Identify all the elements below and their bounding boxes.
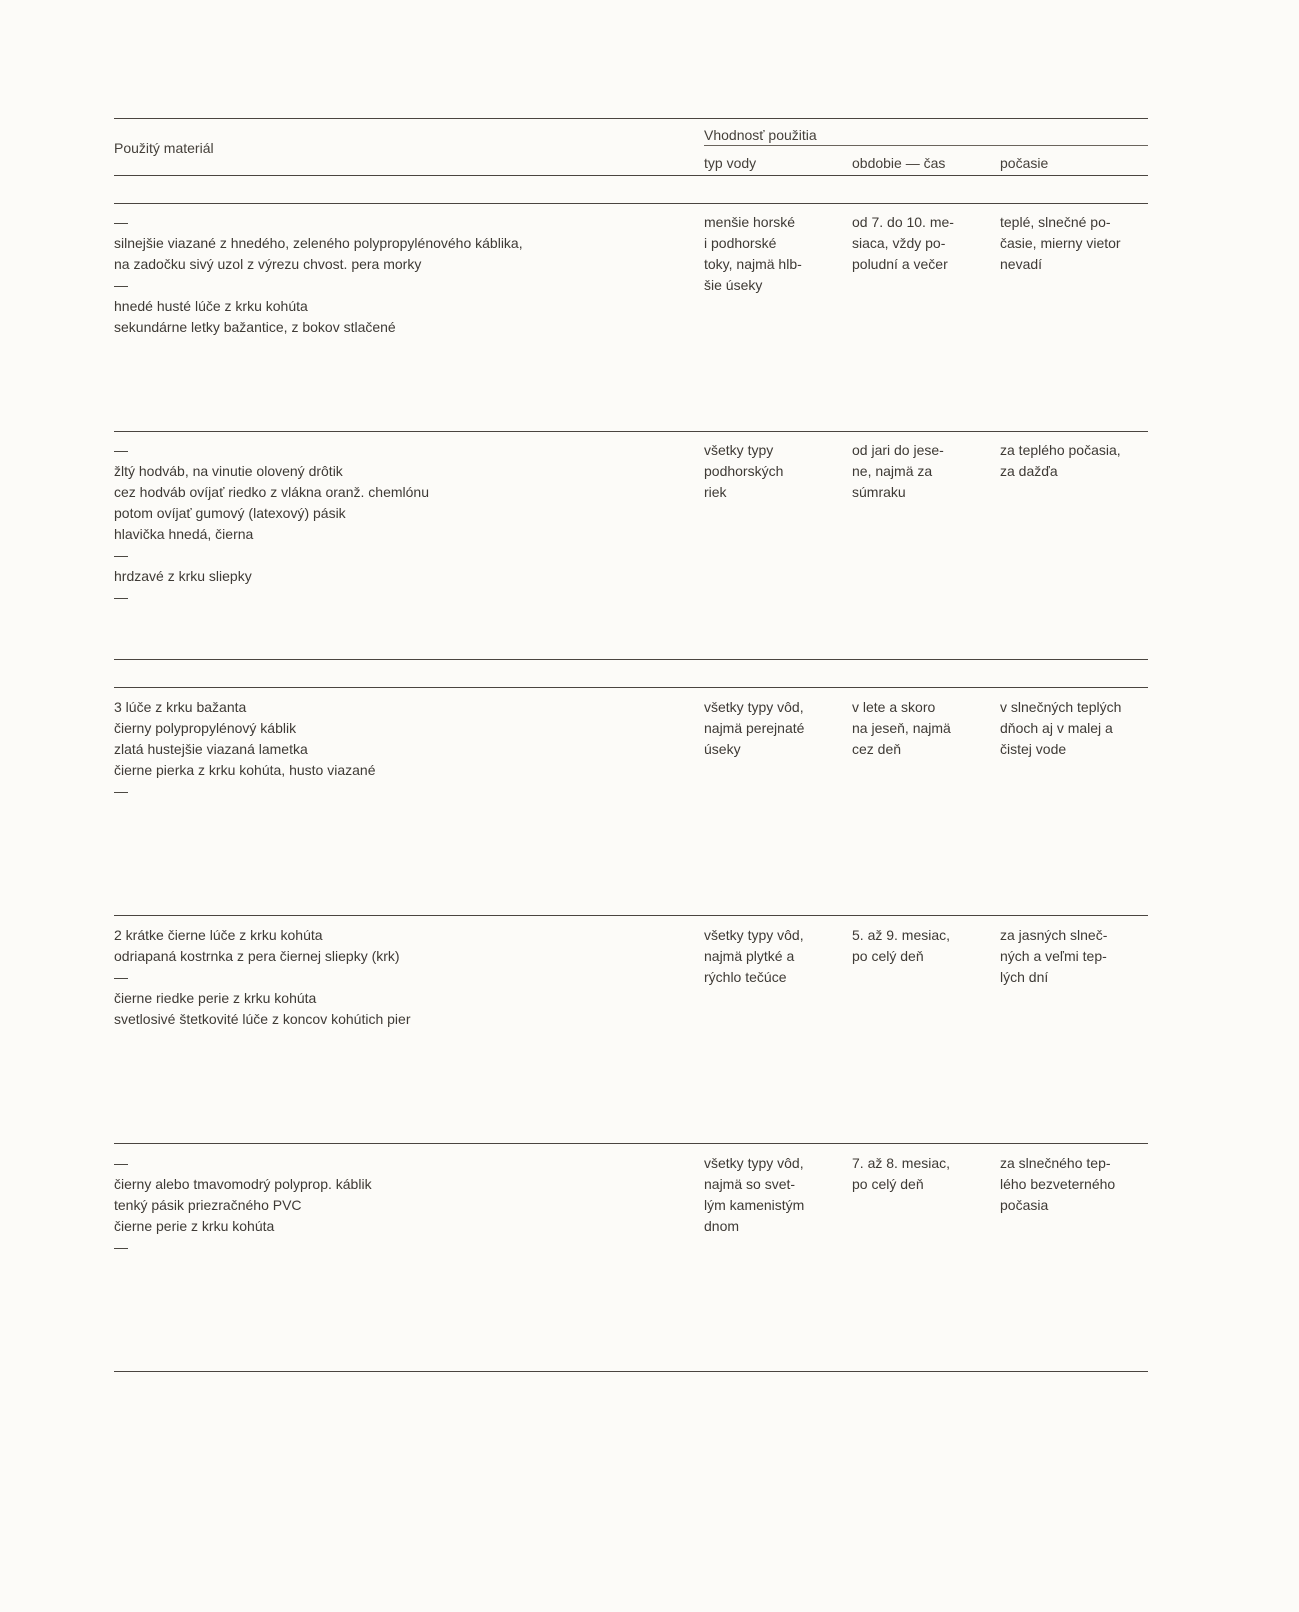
cell-line: v lete a skoro: [852, 699, 936, 715]
cell-line: podhorských: [704, 463, 784, 479]
cell-line: nevadí: [1000, 256, 1043, 272]
cell-line: poludní a večer: [852, 256, 948, 272]
cell-line: najmä so svet-: [704, 1176, 796, 1192]
cell-line: —: [114, 547, 128, 563]
cell-line: cez hodváb ovíjať riedko z vlákna oranž. chemlónu: [114, 484, 429, 500]
row-separator-rule: [114, 687, 1148, 688]
cell-line: všetky typy vôd,: [704, 699, 804, 715]
row-2-water-type: [704, 440, 844, 503]
cell-line: čierny polypropylénový káblik: [114, 720, 297, 736]
header-period: obdobie — čas: [852, 155, 946, 171]
cell-line: —: [114, 277, 128, 293]
row-4-water-type: [704, 925, 844, 988]
cell-line: žltý hodváb, na vinutie olovený drôtik: [114, 463, 343, 479]
cell-line: ných a veľmi tep-: [1000, 948, 1107, 964]
cell-line: riek: [704, 484, 727, 500]
cell-line: po celý deň: [852, 948, 924, 964]
cell-line: hrdzavé z krku sliepky: [114, 568, 252, 584]
row-4-weather: [1000, 925, 1150, 988]
header-suitability: Vhodnosť použitia: [704, 127, 817, 143]
cell-line: lého bezveterného: [1000, 1176, 1116, 1192]
cell-line: 7. až 8. mesiac,: [852, 1155, 951, 1171]
cell-line: po celý deň: [852, 1176, 924, 1192]
cell-line: —: [114, 589, 128, 605]
cell-line: od 7. do 10. me-: [852, 214, 954, 230]
cell-line: za teplého počasia,: [1000, 442, 1121, 458]
cell-line: —: [114, 214, 128, 230]
cell-line: lým kamenistým: [704, 1197, 805, 1213]
cell-line: rýchlo tečúce: [704, 969, 787, 985]
header-water-type: typ vody: [704, 155, 757, 171]
cell-line: čierne riedke perie z krku kohúta: [114, 990, 317, 1006]
cell-line: čistej vode: [1000, 741, 1067, 757]
cell-line: dnom: [704, 1218, 740, 1234]
header-material: Použitý materiál: [114, 140, 214, 156]
cell-line: úseky: [704, 741, 741, 757]
row-2-weather: [1000, 440, 1150, 482]
cell-line: —: [114, 1239, 128, 1255]
cell-line: toky, najmä hlb-: [704, 256, 802, 272]
cell-line: sekundárne letky bažantice, z bokov stlačené: [114, 319, 396, 335]
cell-line: teplé, slnečné po-: [1000, 214, 1111, 230]
cell-line: hlavička hnedá, čierna: [114, 526, 254, 542]
row-2-material: [114, 440, 684, 608]
cell-line: 2 krátke čierne lúče z krku kohúta: [114, 927, 323, 943]
cell-line: odriapaná kostrnka z pera čiernej sliepky (krk): [114, 948, 400, 964]
row-separator-rule: [114, 915, 1148, 916]
header-mid-rule: [704, 145, 1148, 146]
row-separator-rule: [114, 659, 1148, 660]
cell-line: cez deň: [852, 741, 902, 757]
row-1-water-type: [704, 212, 844, 296]
table-bottom-rule: [114, 1371, 1148, 1372]
row-3-period: [852, 697, 992, 760]
cell-line: potom ovíjať gumový (latexový) pásik: [114, 505, 346, 521]
cell-line: —: [114, 1155, 128, 1171]
row-separator-rule: [114, 431, 1148, 432]
row-5-water-type: [704, 1153, 844, 1237]
cell-line: najmä perejnaté: [704, 720, 805, 736]
cell-line: všetky typy vôd,: [704, 927, 804, 943]
cell-line: 3 lúče z krku bažanta: [114, 699, 247, 715]
row-3-water-type: [704, 697, 844, 760]
cell-line: šie úseky: [704, 277, 763, 293]
cell-line: zlatá hustejšie viazaná lametka: [114, 741, 308, 757]
cell-line: súmraku: [852, 484, 906, 500]
cell-line: všetky typy: [704, 442, 774, 458]
cell-line: menšie horské: [704, 214, 796, 230]
row-5-weather: [1000, 1153, 1150, 1216]
row-1-period: [852, 212, 992, 275]
cell-line: na zadočku sivý uzol z výrezu chvost. pera morky: [114, 256, 422, 272]
row-2-period: [852, 440, 992, 503]
header-double-rule: [114, 203, 1148, 204]
cell-line: i podhorské: [704, 235, 777, 251]
cell-line: čierny alebo tmavomodrý polyprop. káblik: [114, 1176, 372, 1192]
row-1-weather: [1000, 212, 1150, 275]
row-1-material: [114, 212, 684, 338]
row-5-period: [852, 1153, 992, 1195]
header-weather: počasie: [1000, 155, 1049, 171]
cell-line: ne, najmä za: [852, 463, 933, 479]
cell-line: v slnečných teplých: [1000, 699, 1122, 715]
cell-line: dňoch aj v malej a: [1000, 720, 1113, 736]
row-5-material: [114, 1153, 684, 1258]
cell-line: svetlosivé štetkovité lúče z koncov kohútich pier: [114, 1011, 411, 1027]
cell-line: hnedé husté lúče z krku kohúta: [114, 298, 308, 314]
cell-line: —: [114, 969, 128, 985]
cell-line: najmä plytké a: [704, 948, 795, 964]
cell-line: počasia: [1000, 1197, 1049, 1213]
cell-line: časie, mierny vietor: [1000, 235, 1121, 251]
cell-line: —: [114, 783, 128, 799]
header-bottom-rule: [114, 175, 1148, 176]
cell-line: za dažďa: [1000, 463, 1058, 479]
cell-line: za jasných slneč-: [1000, 927, 1108, 943]
row-3-material: [114, 697, 684, 802]
table-top-rule: [114, 118, 1148, 119]
cell-line: na jeseň, najmä: [852, 720, 951, 736]
cell-line: silnejšie viazané z hnedého, zeleného polypropylénového káblika,: [114, 235, 523, 251]
cell-line: všetky typy vôd,: [704, 1155, 804, 1171]
cell-line: čierne perie z krku kohúta: [114, 1218, 275, 1234]
cell-line: čierne pierka z krku kohúta, husto viazané: [114, 762, 376, 778]
cell-line: —: [114, 442, 128, 458]
row-separator-rule: [114, 1143, 1148, 1144]
row-4-material: [114, 925, 684, 1030]
cell-line: od jari do jese-: [852, 442, 944, 458]
cell-line: siaca, vždy po-: [852, 235, 946, 251]
cell-line: tenký pásik priezračného PVC: [114, 1197, 302, 1213]
cell-line: lých dní: [1000, 969, 1049, 985]
row-3-weather: [1000, 697, 1150, 760]
cell-line: 5. až 9. mesiac,: [852, 927, 951, 943]
row-4-period: [852, 925, 992, 967]
cell-line: za slnečného tep-: [1000, 1155, 1111, 1171]
